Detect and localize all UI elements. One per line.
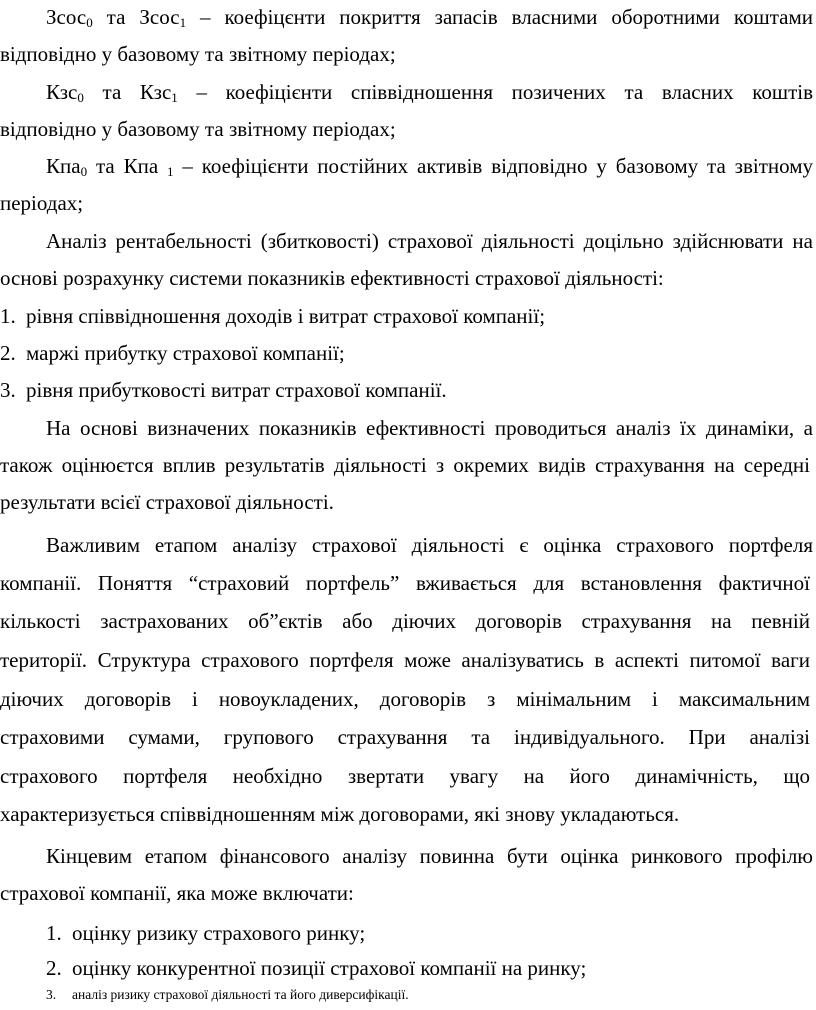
paragraph-line: основі розрахунку системи показників ефективності страхової діяльності: [0,266,664,290]
paragraph-line: відповідно у базовому та звітному періодах; [0,117,396,141]
list-number: 2. [0,341,16,365]
subscript: 1 [179,15,187,30]
list-item [46,954,816,982]
list-item-text: оцінку конкурентної позиції страхової компанії на ринку; [72,956,587,980]
list-item-text: маржі прибутку страхової компанії; [26,341,345,365]
text-run: Кзс [46,80,78,104]
list-item-text: оцінку ризику страхового ринку; [72,921,366,945]
paragraph-line: також оцінюєтся вплив результатів діяльності з окремих видів страхування на середні [0,453,810,477]
paragraph-line: компанії. Поняття “страховий портфель” вживається для встановлення фактичної [0,571,810,595]
text-run: Кпа [46,154,81,178]
list-item [0,376,816,404]
paragraph-line [46,152,813,180]
text-run: та Кзс [83,80,172,104]
paragraph-line: території. Структура страхового портфеля може аналізуватись в аспекті питомої ваги [0,648,810,672]
list-item-text: рівня прибутковості витрат страхової компанії. [26,378,447,402]
list-number: 3. [0,378,16,402]
paragraph-line: періодах; [0,191,84,215]
subscript: 0 [80,164,88,179]
list-item-text: аналіз ризику страхової діяльності та його диверсифікації. [72,987,409,1002]
paragraph-line: відповідно у базовому та звітному періодах; [0,42,396,66]
paragraph-line: діючих договорів і новоукладених, договорів з мінімальним і максимальним [0,687,810,711]
text-run: – коефіцієнти співвідношення позичених та власних коштів [177,80,813,104]
subscript: 0 [86,15,93,30]
subscript: 1 [171,90,178,105]
paragraph-line: Кінцевим етапом фінансового аналізу повинна бути оцінка ринкового профілю [46,844,813,868]
paragraph-line [46,3,813,31]
paragraph-line: страховими сумами, групового страхування та індивідуального. При аналізі [0,725,810,749]
paragraph-line: страхової компанії, яка може включати: [0,881,354,905]
list-item [46,984,816,1006]
list-number: 3. [46,987,57,1002]
list-number: 2. [46,956,62,980]
text-run: – коефіцєнти покриття запасів власними оборотними коштами [186,5,813,29]
list-item [0,302,816,330]
text-run: Зсос [46,5,87,29]
list-number: 1. [0,304,16,328]
list-item [0,339,816,367]
subscript: 0 [77,90,84,105]
paragraph-line: страхового портфеля необхідно звертати увагу на його динамічність, що [0,764,810,788]
paragraph-line: Важливим етапом аналізу страхової діяльності є оцінка страхового портфеля [46,533,813,557]
text-run: та Кпа [87,154,168,178]
list-item [46,919,816,947]
list-number: 1. [46,921,62,945]
paragraph-line: Аналіз рентабельності (збитковості) страхової діяльності доцільно здійснювати на [46,229,813,253]
text-run: – коефіцієнти постійних активів відповідно у базовому та звітному [173,154,813,178]
paragraph-line: На основі визначених показників ефективності проводиться аналіз їх динаміки, а [46,416,813,440]
list-item-text: рівня співвідношення доходів і витрат страхової компанії; [26,304,546,328]
paragraph-line [46,78,813,106]
paragraph-line: результати всієї страхової діяльності. [0,490,334,514]
subscript: 1 [167,164,174,179]
paragraph-line: характеризується співвідношенням між договорами, які знову укладаються. [0,802,680,826]
paragraph-line: кількості застрахованих об”єктів або діючих договорів страхування на певній [0,609,810,633]
text-run: та Зсос [92,5,180,29]
